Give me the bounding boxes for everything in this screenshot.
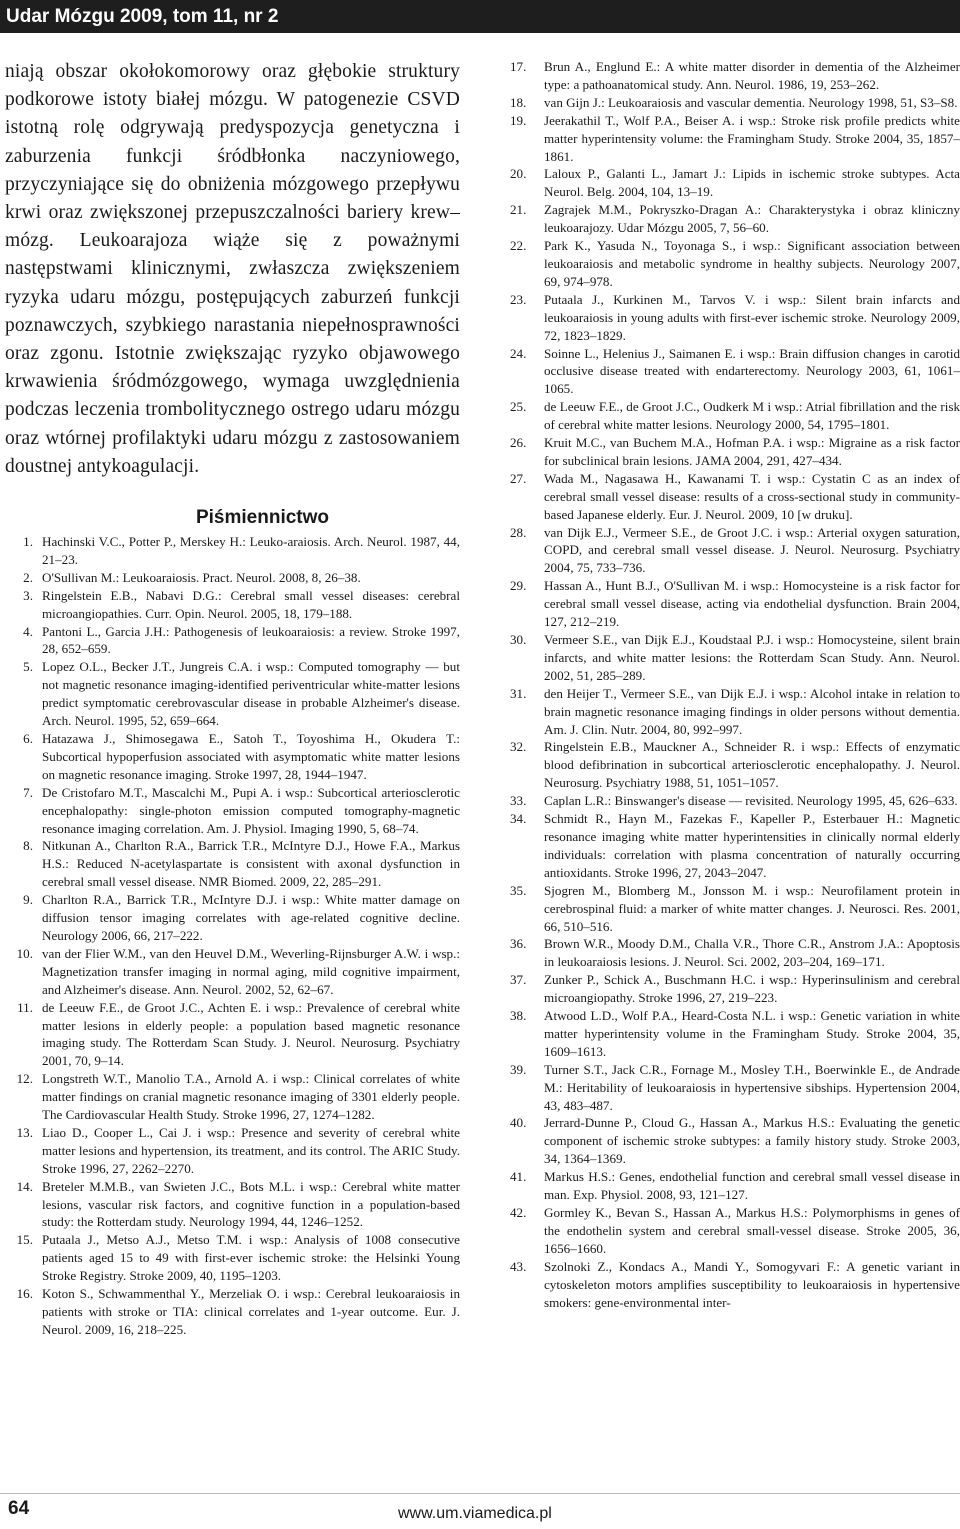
reference-number: 8. — [23, 838, 33, 854]
reference-text: Szolnoki Z., Kondacs A., Mandi Y., Somogyvari F.: A genetic variant in cytoskeleton motors amplifies susceptibility to leukoaraiosis in hypertensive smokers: gene-environmental inter- — [544, 1258, 960, 1310]
reference-text: Zagrajek M.M., Pokryszko-Dragan A.: Charakterystyka i obraz kliniczny leukoarajozy. Udar Mózgu 2005, 7, 56–60. — [544, 202, 960, 236]
reference-text: Soinne L., Helenius J., Saimanen E. i wsp.: Brain diffusion changes in carotid occlusive disease treated with endarterectomy. Neurology 2003, 61, 1061–1065. — [544, 345, 960, 397]
reference-item — [508, 524, 960, 578]
reference-item — [5, 1231, 460, 1285]
reference-item — [508, 94, 960, 112]
reference-text: Gormley K., Bevan S., Hassan A., Markus H.S.: Polymorphisms in genes of the endothelin system and cerebral small-vessel disease. Stroke 2005, 36, 1656–1660. — [544, 1205, 960, 1256]
reference-item — [508, 935, 960, 971]
reference-item — [508, 1114, 960, 1168]
reference-text: Ringelstein E.B., Mauckner A., Schneider R. i wsp.: Effects of enzymatic blood defibrination in subcortical arteriosclerotic encephalopathy. J. Neurol. Neurosurg. Psychiatry 1988, 51, 1051–1057. — [544, 739, 960, 791]
reference-text: Park K., Yasuda N., Toyonaga S., i wsp.: Significant association between leukoaraiosis and metabolic syndrome in healthy subjects. Neurology 2007, 69, 974–978. — [544, 238, 960, 289]
reference-item — [508, 1061, 960, 1115]
left-column — [5, 58, 460, 1339]
reference-text: Lopez O.L., Becker J.T., Jungreis C.A. i wsp.: Computed tomography — but not magnetic resonance imaging-identified periventricular white-matter lesions predict symptomatic cerebrovascular disease in probable Alzheimer's disease. Arch. Neurol. 1995, 52, 659–664. — [42, 659, 460, 729]
reference-item — [508, 577, 960, 631]
reference-number: 40. — [510, 1115, 527, 1131]
reference-number: 13. — [16, 1124, 33, 1140]
reference-text: den Heijer T., Vermeer S.E., van Dijk E.J. i wsp.: Alcohol intake in relation to brain magnetic resonance imaging findings in older persons without dementia. Am. J. Clin. Nutr. 2004, 80, 992–997. — [544, 685, 960, 737]
reference-number: 2. — [23, 569, 33, 585]
reference-number: 19. — [510, 112, 527, 128]
reference-item — [508, 165, 960, 201]
reference-text: Schmidt R., Hayn M., Fazekas F., Kapeller P., Esterbauer H.: Magnetic resonance imaging white matter hyperintensities in clinically normal elderly individuals: correlation with plasma concentration of naturally occurring antioxidants. Stroke 1996, 27, 2043–2047. — [544, 811, 960, 880]
reference-text: Putaala J., Metso A.J., Metso T.M. i wsp.: Analysis of 1008 consecutive patients aged 15 to 49 with first-ever ischemic stroke: the Helsinki Young Stroke Registry. Stroke 2009, 40, 1195–1203. — [42, 1232, 460, 1284]
references-list-right — [508, 58, 960, 1311]
right-column — [508, 58, 960, 1311]
reference-number: 25. — [510, 399, 527, 415]
reference-item — [508, 470, 960, 524]
reference-item — [508, 291, 960, 345]
reference-item — [5, 1070, 460, 1124]
reference-item — [508, 738, 960, 792]
reference-item — [5, 730, 460, 784]
footer-url: www.um.viamedica.pl — [398, 1505, 552, 1522]
reference-item — [5, 784, 460, 838]
reference-text: Nitkunan A., Charlton R.A., Barrick T.R., McIntyre D.J., Howe F.A., Markus H.S.: Reduced N-acetylaspartate is consistent with axonal dysfunction in cerebral small vessel disease. NMR Biomed. 2009, 22, 285–291. — [42, 838, 460, 890]
reference-number: 30. — [510, 632, 527, 647]
reference-item — [5, 1124, 460, 1178]
reference-text: van Dijk E.J., Vermeer S.E., de Groot J.C. i wsp.: Arterial oxygen saturation, COPD, and cerebral small vessel disease. J. Neurol. Neurosurg. Psychiatry 2004, 75, 733–736. — [544, 524, 960, 576]
reference-number: 18. — [510, 94, 527, 110]
reference-number: 16. — [16, 1286, 33, 1302]
reference-text: Hassan A., Hunt B.J., O'Sullivan M. i wsp.: Homocysteine is a risk factor for cerebral small vessel disease, acting via endothelial dysfunction. Brain 2004, 127, 212–219. — [544, 578, 960, 630]
reference-number: 22. — [510, 238, 527, 254]
reference-number: 14. — [16, 1178, 33, 1194]
reference-number: 23. — [510, 291, 527, 307]
reference-item — [508, 631, 960, 685]
reference-item — [5, 999, 460, 1071]
reference-text: Markus H.S.: Genes, endothelial function and cerebral small vessel disease in man. Exp. Physiol. 2008, 93, 121–127. — [544, 1169, 960, 1203]
reference-item — [508, 1168, 960, 1204]
reference-item — [508, 398, 960, 434]
reference-text: Laloux P., Galanti L., Jamart J.: Lipids in ischemic stroke subtypes. Acta Neurol. Belg. 2004, 104, 13–19. — [544, 166, 960, 200]
reference-number: 32. — [510, 739, 527, 755]
page-number: 64 — [8, 1498, 30, 1519]
reference-item — [5, 1178, 460, 1232]
reference-number: 12. — [16, 1071, 33, 1087]
reference-item — [5, 837, 460, 891]
reference-item — [5, 623, 460, 659]
reference-item — [508, 1258, 960, 1312]
reference-number: 24. — [510, 345, 527, 361]
footer-divider — [0, 1493, 960, 1494]
reference-text: Brun A., Englund E.: A white matter disorder in dementia of the Alzheimer type: a pathoanatomical study. Ann. Neurol. 1986, 19, 253–262. — [544, 59, 960, 92]
reference-item — [508, 1204, 960, 1258]
reference-number: 34. — [510, 811, 527, 827]
reference-number: 7. — [23, 784, 33, 800]
reference-item — [508, 112, 960, 166]
references-list-left — [5, 533, 460, 1339]
reference-text: Atwood L.D., Wolf P.A., Heard-Costa N.L. i wsp.: Genetic variation in white matter hyperintensity volume in the Framingham Study. Stroke 2004, 35, 1609–1613. — [544, 1008, 960, 1059]
reference-number: 3. — [23, 587, 33, 603]
reference-text: Brown W.R., Moody D.M., Challa V.R., Thore C.R., Anstrom J.A.: Apoptosis in leukoaraiosis lesions. J. Neurol. Sci. 2002, 203–204, 169–171. — [544, 936, 960, 970]
reference-item — [5, 658, 460, 730]
reference-text: Hatazawa J., Shimosegawa E., Satoh T., Toyoshima H., Okudera T.: Subcortical hypoperfusion associated with asymptomatic white matter lesions on magnetic resonance imaging. Stroke 1997, 28, 1944–1947. — [42, 731, 460, 782]
reference-text: Koton S., Schwammenthal Y., Merzeliak O. i wsp.: Cerebral leukoaraiosis in patients with stroke or TIA: clinical correlates and 1-year outcome. Eur. J. Neurol. 2009, 16, 218–225. — [42, 1286, 460, 1337]
reference-number: 31. — [510, 685, 527, 701]
reference-text: Turner S.T., Jack C.R., Fornage M., Mosley T.H., Boerwinkle E., de Andrade M.: Heritability of leukoaraiosis in hypertensive sibships. Hypertension 2004, 43, 483–487. — [544, 1061, 960, 1113]
reference-number: 20. — [510, 166, 527, 182]
reference-number: 4. — [23, 623, 33, 639]
reference-item — [508, 58, 960, 94]
reference-number: 17. — [510, 59, 527, 74]
reference-text: de Leeuw F.E., de Groot J.C., Achten E. i wsp.: Prevalence of cerebral white matter lesions in elderly people: a population based magnetic resonance imaging study. The Rotterdam Scan Study. J. Neurol. Neurosurg. Psychiatry 2001, 70, 9–14. — [42, 999, 460, 1069]
reference-item — [508, 434, 960, 470]
reference-item — [5, 891, 460, 945]
references-heading: Piśmiennictwo — [195, 507, 330, 529]
reference-number: 5. — [23, 659, 33, 675]
reference-number: 9. — [23, 892, 33, 908]
reference-number: 27. — [510, 470, 527, 486]
reference-number: 28. — [510, 524, 527, 540]
reference-text: Pantoni L., Garcia J.H.: Pathogenesis of leukoaraiosis: a review. Stroke 1997, 28, 652–659. — [42, 623, 460, 657]
reference-number: 39. — [510, 1061, 527, 1077]
reference-text: Liao D., Cooper L., Cai J. i wsp.: Presence and severity of cerebral white matter lesions and hypertension, its treatment, and its control. The ARIC Study. Stroke 1996, 27, 2262–2270. — [42, 1124, 460, 1176]
reference-number: 29. — [510, 578, 527, 594]
reference-text: Jeerakathil T., Wolf P.A., Beiser A. i wsp.: Stroke risk profile predicts white matter hyperintensity volume: the Framingham Study. Stroke 2004, 35, 1857–1861. — [544, 112, 960, 164]
reference-item — [508, 1007, 960, 1061]
reference-text: Putaala J., Kurkinen M., Tarvos V. i wsp.: Silent brain infarcts and leukoaraiosis in young adults with first-ever ischemic stroke. Neurology 2009, 72, 1823–1829. — [544, 291, 960, 343]
journal-header-bar — [0, 0, 960, 33]
reference-number: 11. — [17, 999, 33, 1015]
reference-text: Sjogren M., Blomberg M., Jonsson M. i wsp.: Neurofilament protein in cerebrospinal fluid: a marker of white matter changes. J. Neurosci. Res. 2001, 66, 510–516. — [544, 882, 960, 934]
reference-number: 6. — [23, 731, 33, 747]
reference-number: 36. — [510, 936, 527, 952]
reference-text: Charlton R.A., Barrick T.R., McIntyre D.J. i wsp.: White matter damage on diffusion tensor imaging correlates with age-related cognitive decline. Neurology 2006, 66, 217–222. — [42, 892, 460, 943]
reference-item — [5, 1285, 460, 1339]
reference-text: De Cristofaro M.T., Mascalchi M., Pupi A. i wsp.: Subcortical arteriosclerotic encephalopathy: single-photon emission computed tomography-magnetic resonance imaging correlation. Am. J. Physiol. Imaging 1990, 5, 68–74. — [42, 784, 460, 836]
reference-item — [508, 882, 960, 936]
reference-text: Zunker P., Schick A., Buschmann H.C. i wsp.: Hyperinsulinism and cerebral microangiopathy. Stroke 1996, 27, 219–223. — [544, 972, 960, 1006]
reference-item — [5, 569, 460, 587]
reference-item — [5, 587, 460, 623]
reference-text: Kruit M.C., van Buchem M.A., Hofman P.A. i wsp.: Migraine as a risk factor for subclinical brain lesions. JAMA 2004, 291, 427–434. — [544, 435, 960, 468]
reference-number: 42. — [510, 1205, 527, 1220]
reference-text: Breteler M.M.B., van Swieten J.C., Bots M.L. i wsp.: Cerebral white matter lesions, vascular risk factors, and cognitive function in a population-based study: the Rotterdam study. Neurology 1994, 44, 1246–1252. — [42, 1178, 460, 1230]
reference-text: Ringelstein E.B., Nabavi D.G.: Cerebral small vessel diseases: cerebral microangiopathies. Curr. Opin. Neurol. 2005, 18, 179–188. — [42, 587, 460, 621]
reference-item — [508, 971, 960, 1007]
article-body-text: niają obszar okołokomorowy oraz głębokie struktury podkorowe istoty białej mózgu. W patogenezie CSVD istotną rolę odgrywają predyspozycja genetyczna i zaburzenia funkcji śródbłonka naczyniowego, przyczyniające się do obniżenia mózgowego przepływu krwi oraz zwiększonej przepuszczalności bariery krew–mózg. Leukoarajoza wiąże się z poważnymi następstwami klinicznymi, zwłaszcza zwiększeniem ryzyka udaru mózgu, postępujących zaburzeń funkcji poznawczych, szybkiego narastania niepełnosprawności oraz zgonu. Istotnie zwiększając ryzyko objawowego krwawienia śródmózgowego, wymaga uwzględnienia podczas leczenia trombolitycznego ostrego udaru mózgu oraz wtórnej profilaktyki udaru mózgu z zastosowaniem doustnej antykoagulacji. — [5, 61, 460, 477]
reference-text: van der Flier W.M., van den Heuvel D.M., Weverling-Rijnsburger A.W. i wsp.: Magnetization transfer imaging in normal aging, mild cognitive impairment, and Alzheimer's disease. Ann. Neurol. 2002, 52, 62–67. — [42, 945, 460, 997]
reference-number: 1. — [23, 534, 33, 550]
reference-number: 21. — [510, 202, 527, 218]
reference-item — [508, 201, 960, 237]
reference-number: 38. — [510, 1008, 527, 1024]
reference-text: van Gijn J.: Leukoaraiosis and vascular dementia. Neurology 1998, 51, S3–S8. — [544, 94, 958, 110]
reference-number: 37. — [510, 972, 527, 988]
reference-number: 43. — [510, 1258, 527, 1274]
reference-item — [5, 533, 460, 569]
reference-item — [5, 945, 460, 999]
reference-text: Caplan L.R.: Binswanger's disease — revisited. Neurology 1995, 45, 626–633. — [544, 793, 958, 809]
reference-item — [508, 792, 960, 810]
reference-number: 33. — [510, 793, 527, 809]
reference-text: O'Sullivan M.: Leukoaraiosis. Pract. Neurol. 2008, 8, 26–38. — [42, 569, 361, 585]
reference-item — [508, 685, 960, 739]
reference-item — [508, 345, 960, 399]
reference-number: 35. — [510, 882, 527, 898]
reference-item — [508, 237, 960, 291]
reference-text: Hachinski V.C., Potter P., Merskey H.: Leuko-araiosis. Arch. Neurol. 1987, 44, 21–23. — [42, 534, 460, 567]
reference-text: Wada M., Nagasawa H., Kawanami T. i wsp.: Cystatin C as an index of cerebral small vessel disease: results of a cross-sectional study in community-based Japanese elderly. Eur. J. Neurol. 2009, 10 [w druku]. — [544, 470, 960, 522]
reference-number: 10. — [16, 945, 33, 961]
reference-number: 15. — [16, 1232, 33, 1248]
reference-text: de Leeuw F.E., de Groot J.C., Oudkerk M i wsp.: Atrial fibrillation and the risk of cerebral white matter lesions. Neurology 2000, 54, 1795–1801. — [544, 399, 960, 433]
journal-title: Udar Mózgu 2009, tom 11, nr 2 — [6, 6, 279, 27]
reference-number: 26. — [510, 435, 527, 451]
reference-number: 41. — [510, 1169, 527, 1185]
reference-text: Vermeer S.E., van Dijk E.J., Koudstaal P.J. i wsp.: Homocysteine, silent brain infarcts, and white matter lesions: the Rotterdam Scan Study. Ann. Neurol. 2002, 51, 285–289. — [544, 632, 960, 683]
reference-text: Jerrard-Dunne P., Cloud G., Hassan A., Markus H.S.: Evaluating the genetic component of ischemic stroke subtypes: a family history study. Stroke 2003, 34, 1364–1369. — [544, 1115, 960, 1167]
reference-text: Longstreth W.T., Manolio T.A., Arnold A. i wsp.: Clinical correlates of white matter findings on cranial magnetic resonance imaging of 3301 elderly people. The Cardiovascular Health Study. Stroke 1996, 27, 1274–1282. — [42, 1071, 460, 1123]
reference-item — [508, 810, 960, 882]
